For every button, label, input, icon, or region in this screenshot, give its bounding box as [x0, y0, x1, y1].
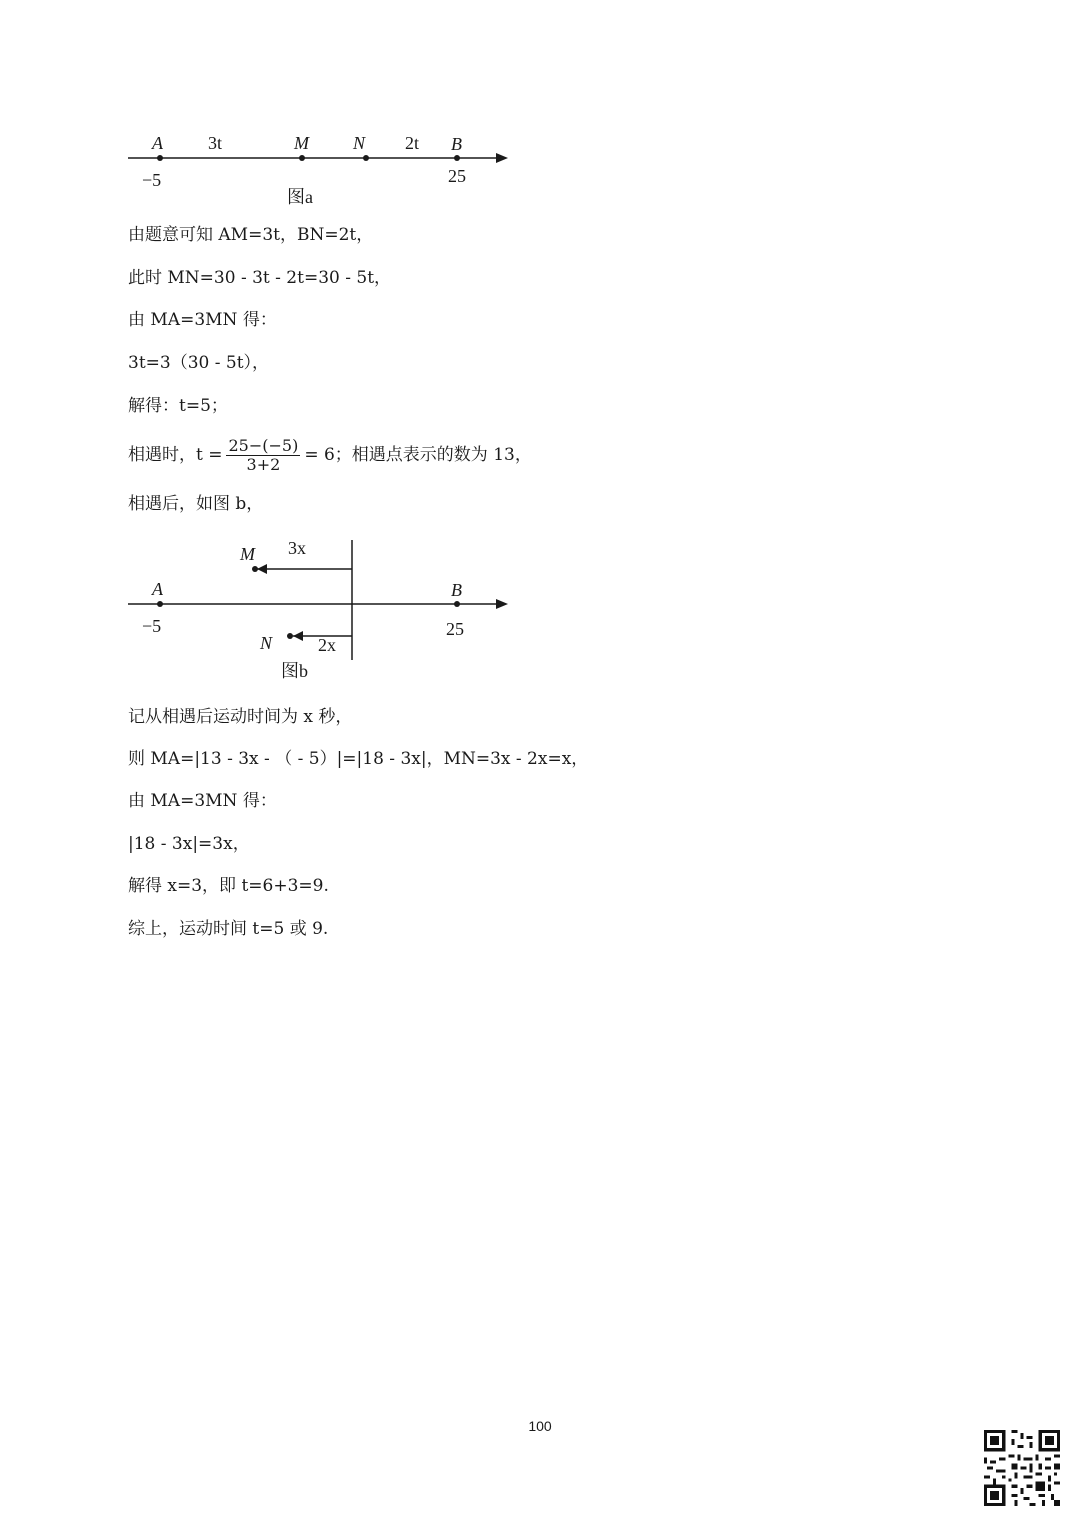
solution-line: 则 MA=|13 - 3x - （ - 5）|=|18 - 3x|，MN=3x - 2x=x， — [128, 749, 589, 769]
fraction-denominator: 3+2 — [246, 455, 281, 474]
label-speed-m: 3x — [288, 538, 306, 558]
point-n — [363, 155, 369, 161]
label-n: N — [353, 133, 366, 153]
number-line-b — [125, 536, 515, 684]
after-meet-line: 相遇后，如图 b， — [128, 494, 264, 514]
label-b: B — [451, 580, 462, 600]
caption-a: 图a — [287, 187, 313, 207]
meet-suffix: = 6；相遇点表示的数为 13， — [304, 445, 532, 465]
solution-line: 3t=3（30 - 5t）， — [128, 353, 270, 373]
fraction — [226, 437, 300, 474]
value-a: −5 — [142, 616, 162, 636]
qr-code-icon — [984, 1430, 1060, 1506]
point-b — [454, 601, 460, 607]
solution-line: 此时 MN=30 - 3t - 2t=30 - 5t， — [128, 268, 392, 288]
fraction-numerator: 25−(−5) — [228, 436, 299, 455]
solution-line: 记从相遇后运动时间为 x 秒， — [128, 707, 353, 727]
label-a: A — [152, 579, 163, 599]
label-speed-bn: 2t — [405, 133, 420, 153]
point-m — [299, 155, 305, 161]
point-n — [287, 633, 293, 639]
solution-line: 由 MA=3MN 得： — [128, 310, 277, 330]
label-m: M — [240, 544, 255, 564]
solution-line: |18 - 3x|=3x， — [128, 834, 250, 854]
label-speed-n: 2x — [318, 635, 336, 655]
solution-line: 解得：t=5； — [128, 396, 228, 416]
number-line-a — [125, 128, 515, 210]
meet-line — [128, 436, 532, 474]
label-m: M — [294, 133, 309, 153]
figure-b — [125, 536, 515, 684]
value-b: 25 — [446, 619, 464, 639]
solution-line: 综上，运动时间 t=5 或 9. — [128, 919, 329, 939]
label-a: A — [152, 133, 163, 153]
figure-a — [125, 128, 515, 210]
value-b: 25 — [448, 166, 466, 186]
label-b: B — [451, 134, 462, 154]
page-number: 100 — [528, 1418, 552, 1434]
label-speed-am: 3t — [208, 133, 223, 153]
point-b — [454, 155, 460, 161]
point-a — [157, 601, 163, 607]
point-a — [157, 155, 163, 161]
solution-line: 由 MA=3MN 得： — [128, 791, 277, 811]
solution-line: 由题意可知 AM=3t，BN=2t， — [128, 225, 374, 245]
label-n: N — [260, 633, 273, 653]
caption-b: 图b — [281, 661, 308, 681]
point-m — [252, 566, 258, 572]
meet-prefix: 相遇时，t = — [128, 445, 223, 465]
solution-line: 解得 x=3，即 t=6+3=9. — [128, 876, 329, 896]
value-a: −5 — [142, 170, 162, 190]
